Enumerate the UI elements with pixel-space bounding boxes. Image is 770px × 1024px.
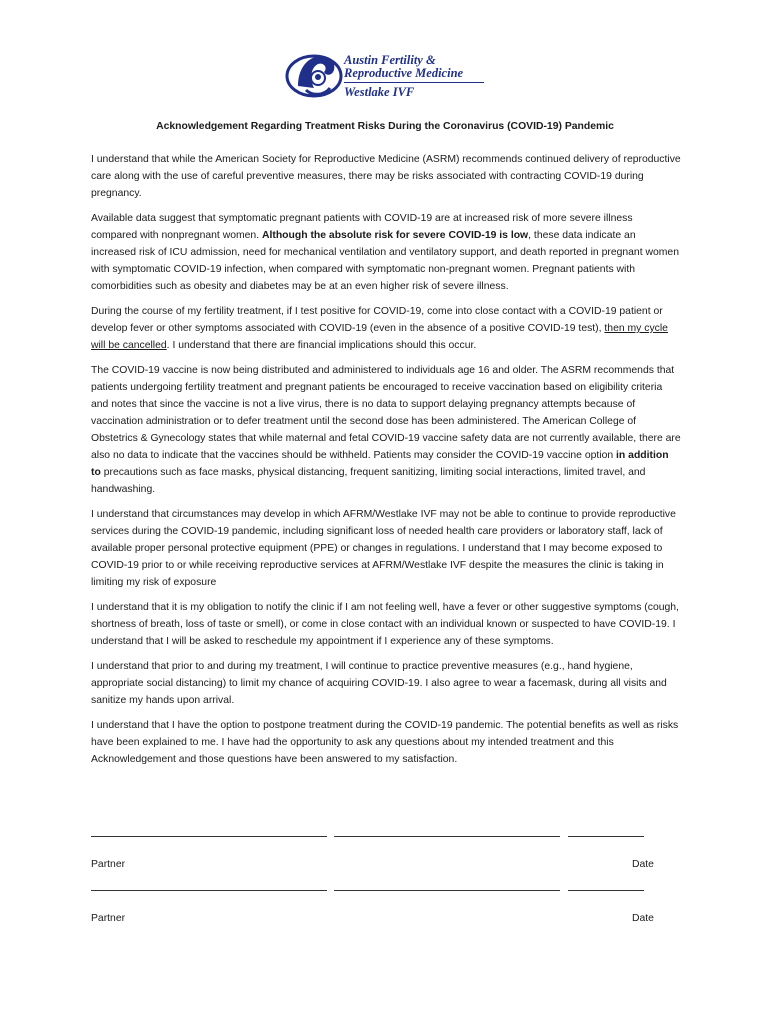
paragraph-text: precautions such as face masks, physical distancing, frequent sanitizing, limiting social interactions, limited travel, and handwashing. <box>91 467 646 495</box>
paragraph-text: Available data suggest that symptomatic pregnant patients with COVID-19 are at increased risk of more severe illness compared with nonpregnant women. <box>91 213 633 241</box>
partner-signature-line[interactable] <box>91 836 327 838</box>
date-label: Date <box>632 913 654 924</box>
bold-text: in addition to <box>91 450 669 478</box>
paragraph-notify-clinic: I understand that it is my obligation to notify the clinic if I am not feeling well, have a fever or other suggestive symptoms (cough, shortness of breath, loss of taste or smell), or come in close contact with an individual known or suspected to have COVID-19. I understand that I will be asked to reschedule my appointment if I experience any of these symptoms. <box>91 602 679 647</box>
clinic-logo <box>284 46 494 102</box>
paragraph-asrm: I understand that while the American Society for Reproductive Medicine (ASRM) recommends continued delivery of reproductive care along with the use of careful preventive measures, there may be risks associated with contracting COVID-19 during pregnancy. <box>91 154 681 199</box>
partner-label: Partner <box>91 913 126 924</box>
mother-child-logo-icon <box>284 46 346 102</box>
paragraph-text: , these data indicate an increased risk of ICU admission, need for mechanical ventilation and ventilatory support, and death reported in pregnant women with symptomatic COVID-19 infection, when compared with symptomatic non-pregnant women. Pregnant patients with comorbidities such as obesity and diabetes may be at an even higher risk of severe illness. <box>91 230 679 292</box>
logo-line-2: Reproductive Medicine <box>344 66 464 80</box>
paragraph-vaccine <box>91 362 681 498</box>
document-body <box>91 151 681 776</box>
document-title: Acknowledgement Regarding Treatment Risks During the Coronavirus (COVID-19) Pandemic <box>156 121 614 132</box>
paragraph-text: The COVID-19 vaccine is now being distributed and administered to individuals age 16 and older. The ASRM recommends that patients undergoing fertility treatment and pregnant patients be encouraged to receive vaccination based on eligibility criteria and notes that since the vaccine is not a live virus, there is no data to support delaying pregnancy attempts because of vaccination administration or to defer treatment until the second dose has been administered. The American College of Obstetrics & Gynecology states that while maternal and fetal COVID-19 vaccine safety data are not currently available, there are also no data to indicate that the vaccines should be withheld. Patients may consider the COVID-19 vaccine option <box>91 365 681 461</box>
partner-signature-line[interactable] <box>334 890 560 892</box>
paragraph-postpone-option: I understand that I have the option to postpone treatment during the COVID-19 pandemic. The potential benefits as well as risks have been explained to me. I have had the opportunity to ask any questions about my intended treatment and this Acknowledgement and those questions have been answered to my satisfaction. <box>91 720 679 765</box>
partner-label: Partner <box>91 859 126 870</box>
paragraph-risk-data <box>91 210 681 295</box>
paragraph-text: . I understand that there are financial implications should this occur. <box>166 340 477 351</box>
paragraph-circumstances: I understand that circumstances may develop in which AFRM/Westlake IVF may not be able to continue to provide reproductive services during the COVID-19 pandemic, including significant loss of needed health care providers or laboratory staff, lack of available proper personal protective equipment (PPE) or changes in regulations. I understand that I may become exposed to COVID-19 prior to or while receiving reproductive services at AFRM/Westlake IVF despite the measures the clinic is taking in limiting my risk of exposure <box>91 509 676 588</box>
paragraph-text: During the course of my fertility treatment, if I test positive for COVID-19, come into close contact with a COVID-19 patient or develop fever or other symptoms associated with COVID-19 (even in the absence of a positive COVID-19 test), <box>91 306 663 334</box>
underlined-text: then my cycle will be cancelled <box>91 323 668 351</box>
paragraph-cancellation <box>91 303 681 354</box>
bold-text: Although the absolute risk for severe COVID-19 is low <box>261 230 529 241</box>
logo-line-1: Austin Fertility & <box>344 53 436 67</box>
paragraph-preventive-measures: I understand that prior to and during my treatment, I will continue to practice preventive measures (e.g., hand hygiene, appropriate social distancing) to limit my chance of acquiring COVID-19. I also agree to wear a facemask, during all visits and sanitize my hands upon arrival. <box>91 661 667 706</box>
partner-signature-line[interactable] <box>91 890 327 892</box>
logo-line-3: Westlake IVF <box>344 82 484 99</box>
date-line[interactable] <box>568 836 644 838</box>
date-line[interactable] <box>568 890 644 892</box>
partner-signature-line[interactable] <box>334 836 560 838</box>
date-label: Date <box>632 859 654 870</box>
